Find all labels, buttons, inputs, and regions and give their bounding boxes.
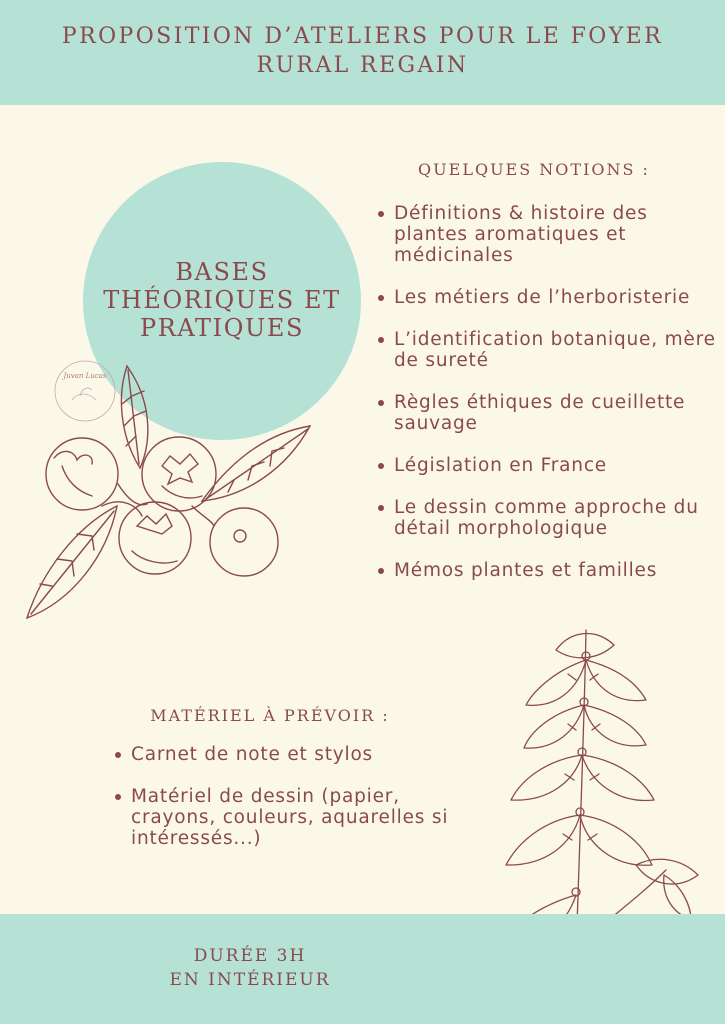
title-line-2: RURAL REGAIN — [256, 53, 469, 78]
page-title — [20, 22, 705, 80]
list-item: Les métiers de l’herboristerie — [378, 287, 718, 308]
circle-line-2: THÉORIQUES ET — [103, 286, 341, 314]
notions-list — [378, 203, 718, 602]
materiel-heading: MATÉRIEL À PRÉVOIR : — [150, 706, 390, 725]
materiel-list — [115, 744, 465, 870]
list-item: L’identification botanique, mère de sureté — [378, 329, 718, 371]
list-item: Le dessin comme approche du détail morphologique — [378, 497, 718, 539]
duration-line-2: EN INTÉRIEUR — [169, 970, 331, 990]
list-item: Mémos plantes et familles — [378, 560, 718, 581]
list-item: Législation en France — [378, 455, 718, 476]
notions-heading: QUELQUES NOTIONS : — [418, 160, 650, 179]
topic-circle-text — [83, 258, 361, 342]
list-item: Matériel de dessin (papier, crayons, couleurs, aquarelles si intéressés...) — [115, 786, 465, 849]
list-item: Carnet de note et stylos — [115, 744, 465, 765]
circle-line-3: PRATIQUES — [140, 314, 304, 342]
circle-line-1: BASES — [175, 258, 269, 286]
list-item: Règles éthiques de cueillette sauvage — [378, 392, 718, 434]
title-line-1: PROPOSITION D’ATELIERS POUR LE FOYER — [61, 24, 664, 49]
herbalist-stamp-logo — [50, 356, 120, 426]
duration-line-1: DURÉE 3H — [193, 946, 307, 966]
duration-info — [120, 944, 380, 992]
list-item: Définitions & histoire des plantes aromatiques et médicinales — [378, 203, 718, 266]
stamp-text: Juvan Lucas — [63, 372, 107, 380]
